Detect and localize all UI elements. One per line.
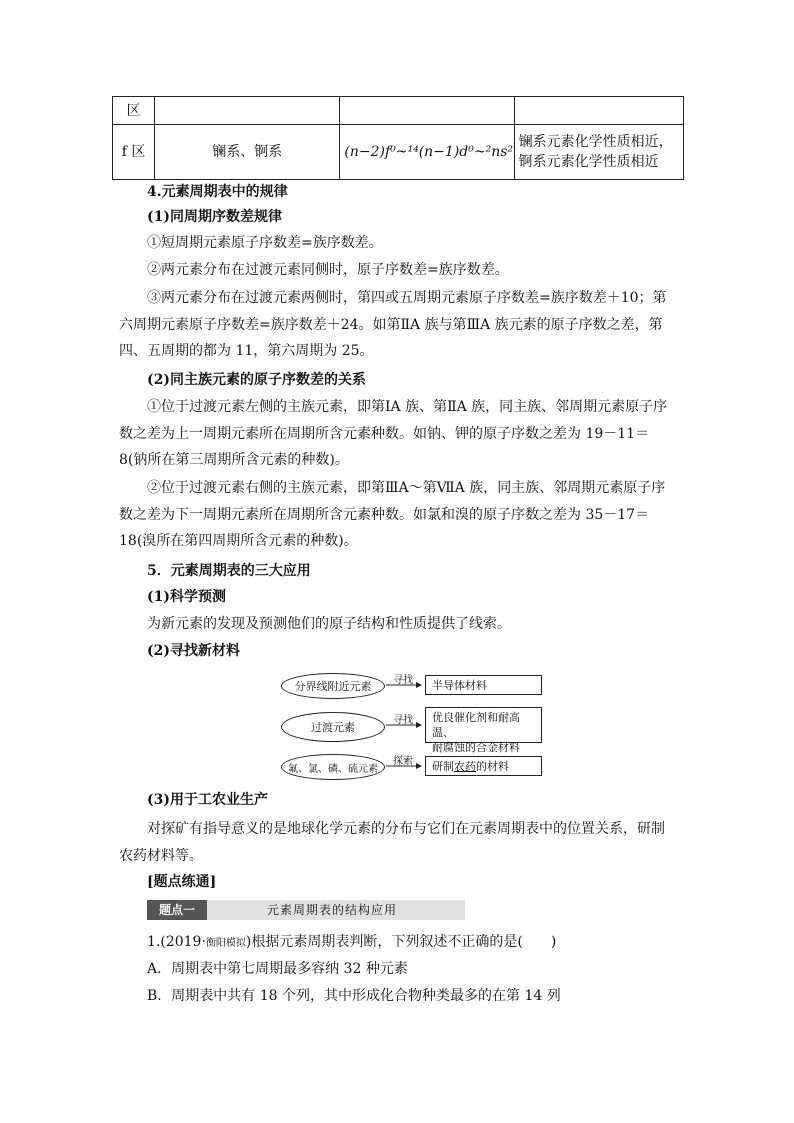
box-text: 研制 — [432, 760, 454, 773]
topic-banner — [147, 900, 465, 920]
table-row — [113, 125, 684, 180]
question-1 — [147, 931, 707, 955]
table-cell: 区 — [113, 97, 155, 125]
box-line: 优良催化剂和耐高温、 — [432, 711, 520, 739]
table-cell — [155, 97, 340, 125]
electron-config-cell: (n−2)f⁰~¹⁴(n−1)d⁰~²ns² — [340, 125, 514, 180]
arrow-label: 寻找 — [393, 715, 413, 726]
box-text-emphasis: 农药 — [454, 760, 476, 773]
node-f-cl-p-s-elements: 氟、氯、磷、硫元素 — [281, 754, 385, 780]
node-boundary-elements: 分界线附近元素 — [281, 673, 385, 699]
option-b: B．周期表中共有 18 个列，其中形成化合物种类最多的在第 14 列 — [147, 988, 561, 1004]
box-text: 的材料 — [476, 760, 509, 773]
paragraph: ③两元素分布在过渡元素两侧时，第四或五周期元素原子序数差=族序数差＋10；第六周期元素原子序数差=族序数差＋24。如第ⅡA 族与第ⅢA 族元素的原子序数之差，第四、五周期的都为 11，第六周期为 25。 — [119, 290, 667, 359]
table-cell — [340, 97, 514, 125]
box-line: 耐腐蚀的合金材料 — [432, 741, 520, 754]
sub-heading: (2)寻找新材料 — [147, 643, 240, 659]
target-catalyst-alloy — [425, 707, 542, 754]
sub-heading: (3)用于工农业生产 — [147, 792, 268, 808]
target-pesticide — [425, 756, 542, 776]
table-cell — [514, 125, 683, 180]
paragraph: ②位于过渡元素右侧的主族元素，即第ⅢA～第ⅦA 族，同主族、邻周期元素原子序数之差为下一周期元素所在周期所含元素种数。如氯和溴的原子序数之差为 35－17＝18(溴所在第四周期所含元素的种数)。 — [119, 480, 666, 549]
paragraph: ①短周期元素原子序数差=族序数差。 — [147, 235, 383, 251]
sub-heading: (1)科学预测 — [147, 589, 226, 605]
sub-heading: (2)同主族元素的原子序数差的关系 — [147, 372, 366, 388]
arrow-label: 寻找 — [393, 675, 413, 686]
arrow-label: 探索 — [393, 756, 413, 767]
banner-tag: 题点一 — [147, 900, 207, 920]
paragraph: 为新元素的发现及预测他们的原子结构和性质提供了线索。 — [147, 616, 511, 632]
table-cell — [514, 97, 683, 125]
section-heading: 5．元素周期表的三大应用 — [147, 563, 311, 579]
paragraph: ②两元素分布在过渡元素同侧时，原子序数差=族序数差。 — [147, 262, 509, 278]
table-cell: 镧系、锕系 — [155, 125, 340, 180]
option-a: A．周期表中第七周期最多容纳 32 种元素 — [147, 961, 408, 977]
question-stem: )根据元素周期表判断，下列叙述不正确的是( ) — [245, 934, 557, 950]
cell-line: 锕系元素化学性质相近 — [518, 154, 659, 170]
target-semiconductor: 半导体材料 — [425, 675, 542, 695]
block-table — [112, 96, 684, 180]
question-source: 衡阳模拟 — [205, 938, 246, 949]
materials-diagram — [281, 670, 543, 780]
question-prefix: 1.(2019· — [147, 934, 206, 950]
cell-line: 镧系元素化学性质相近， — [518, 134, 673, 150]
table-cell: f 区 — [113, 125, 155, 180]
sub-heading: (1)同周期序数差规律 — [147, 209, 282, 225]
table-row — [113, 97, 684, 125]
node-transition-elements: 过渡元素 — [281, 712, 385, 742]
banner-title: 元素周期表的结构应用 — [267, 903, 398, 917]
paragraph: ①位于过渡元素左侧的主族元素，即第ⅠA 族、第ⅡA 族，同主族、邻周期元素原子序数之差为上一周期元素所在周期所含元素种数。如钠、钾的原子序数之差为 19－11＝8(钠所在第三周期所含元素的种数)。 — [119, 399, 668, 468]
practice-label: [题点练通] — [147, 874, 217, 890]
paragraph: 对探矿有指导意义的是地球化学元素的分布与它们在元素周期表中的位置关系，研制农药材料等。 — [119, 821, 665, 864]
section-heading: 4.元素周期表中的规律 — [147, 184, 288, 200]
